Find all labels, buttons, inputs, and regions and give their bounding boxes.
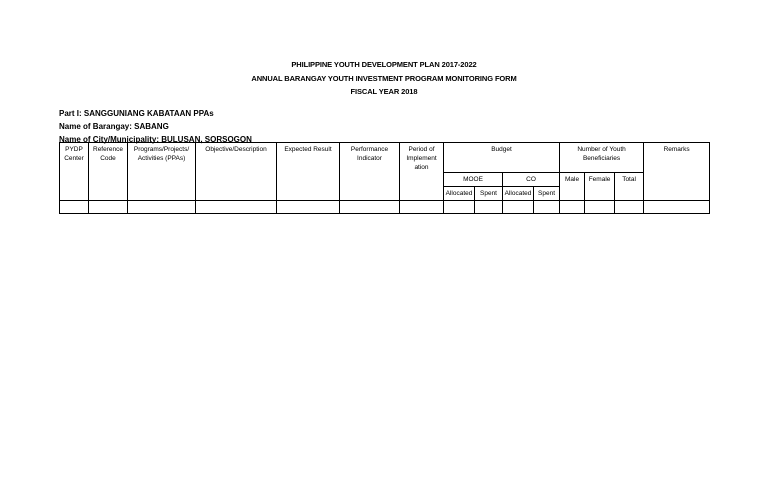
form-header [0, 58, 768, 99]
header-title-form: ANNUAL BARANGAY YOUTH INVESTMENT PROGRAM MONITORING FORM [251, 73, 517, 83]
cell-period [400, 201, 444, 214]
cell-expected-result [277, 201, 340, 214]
header-title-plan: PHILIPPINE YOUTH DEVELOPMENT PLAN 2017-2022 [291, 60, 477, 69]
header-performance-indicator: Performance Indicator [340, 143, 400, 201]
cell-female [585, 201, 615, 214]
header-period: Period of Implement ation [400, 143, 444, 201]
header-remarks: Remarks [644, 143, 710, 201]
part-label: Part I: SANGGUNIANG KABATAAN PPAs [59, 109, 214, 118]
header-co-allocated: Allocated [503, 187, 534, 201]
cell-performance-indicator [340, 201, 400, 214]
header-objective: Objective/Description [196, 143, 277, 201]
cell-reference-code [89, 201, 128, 214]
header-ppas: Programs/Projects/ Activities (PPAs) [128, 143, 196, 201]
city-label: Name of City/Municipality: BULUSAN, SORSOGON [59, 135, 252, 144]
header-male: Male [560, 173, 585, 201]
cell-ppas [128, 201, 196, 214]
header-fiscal-year: FISCAL YEAR 2018 [350, 87, 418, 96]
cell-pydp-center [60, 201, 89, 214]
table-row [60, 201, 710, 214]
cell-male [560, 201, 585, 214]
cell-co-spent [534, 201, 560, 214]
cell-total [615, 201, 644, 214]
cell-mooe-spent [475, 201, 503, 214]
header-pydp-center: PYDP Center [60, 143, 89, 201]
header-reference-code: Reference Code [89, 143, 128, 201]
header-mooe-allocated: Allocated [444, 187, 475, 201]
header-total: Total [615, 173, 644, 201]
cell-remarks [644, 201, 710, 214]
barangay-label: Name of Barangay: SABANG [59, 122, 169, 131]
form-info [59, 107, 252, 146]
cell-objective [196, 201, 277, 214]
header-female: Female [585, 173, 615, 201]
header-mooe: MOOE [444, 173, 503, 187]
header-expected-result: Expected Result [277, 143, 340, 201]
monitoring-table [59, 142, 710, 214]
cell-co-allocated [503, 201, 534, 214]
header-budget: Budget [444, 143, 560, 173]
header-beneficiaries: Number of Youth Beneficiaries [560, 143, 644, 173]
header-co: CO [503, 173, 560, 187]
cell-mooe-allocated [444, 201, 475, 214]
header-mooe-spent: Spent [475, 187, 503, 201]
header-co-spent: Spent [534, 187, 560, 201]
